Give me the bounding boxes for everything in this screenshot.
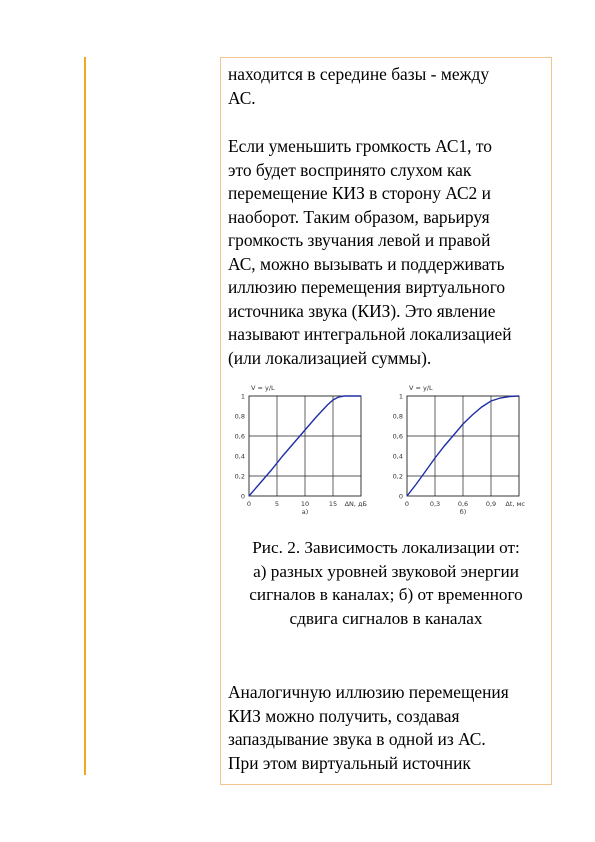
x-tick-label: 0,9: [485, 500, 497, 508]
y-tick-label: 0,4: [234, 452, 245, 461]
text-box: [220, 57, 552, 785]
x-tick-label: 10: [300, 500, 310, 508]
y-tick-label: 0,8: [234, 412, 245, 421]
text-line: а) разных уровней звуковой энергии: [253, 561, 519, 581]
text-line: АС, можно вызывать и поддерживать: [228, 253, 505, 274]
text-line: Если уменьшить громкость АС1, то: [228, 136, 492, 156]
text-line: наоборот. Таким образом, варьируя: [228, 206, 490, 227]
text-line: это будет воспринято слухом как: [228, 159, 472, 180]
y-tick-label: 0: [240, 492, 245, 501]
y-tick-label: 0,2: [234, 472, 245, 481]
figure: [221, 378, 552, 528]
x-tick-label: 0,6: [457, 500, 469, 508]
text-line: называют интегральной локализацией: [228, 324, 512, 344]
text-line: сигналов в каналах; б) от временного: [249, 585, 523, 604]
y-tick-label: 0,2: [392, 472, 403, 481]
text-line: запаздывание звука в одной из АС.: [228, 729, 486, 749]
paragraph-2: [228, 135, 547, 370]
left-margin-rule: [84, 57, 86, 775]
y-tick-label: 1: [240, 392, 245, 401]
figure-caption: [221, 536, 551, 630]
text-line: сдвига сигналов в каналах: [289, 608, 483, 628]
text-line: громкость звучания левой и правой: [228, 230, 491, 250]
paragraph-1: [228, 63, 547, 110]
chart-sublabel: а): [301, 508, 309, 516]
y-axis-label: V = y/L: [409, 384, 433, 392]
text-line: При этом виртуальный источник: [228, 752, 471, 773]
x-tick-label: 5: [274, 500, 280, 508]
y-tick-label: 0,8: [392, 412, 403, 421]
text-line: находится в середине базы - между: [228, 64, 490, 84]
y-tick-label: 0,4: [392, 452, 403, 461]
x-tick-label: 0: [404, 500, 410, 508]
text-line: иллюзию перемещения виртуального: [228, 277, 506, 297]
text-line: АС.: [228, 87, 256, 108]
x-tick-label: 15: [328, 500, 338, 508]
y-tick-label: 0,6: [392, 432, 403, 441]
text-line: источника звука (КИЗ). Это явление: [228, 300, 496, 321]
chart-sublabel: б): [459, 508, 467, 516]
text-line: КИЗ можно получить, создавая: [228, 705, 460, 726]
chart-a: [223, 378, 383, 528]
y-tick-label: 1: [398, 392, 403, 401]
y-tick-label: 0: [398, 492, 403, 501]
x-axis-label: ΔN, дБ: [344, 500, 367, 508]
x-tick-label: 0: [246, 500, 252, 508]
paragraph-3: [228, 681, 547, 775]
text-line: (или локализацией суммы).: [228, 347, 432, 368]
x-tick-label: 0,3: [429, 500, 441, 508]
text-line: Аналогичную иллюзию перемещения: [228, 682, 509, 702]
x-axis-label: Δt, мс: [505, 500, 525, 508]
y-tick-label: 0,6: [234, 432, 245, 441]
text-line: Рис. 2. Зависимость локализации от:: [252, 538, 520, 557]
chart-b: [381, 378, 541, 528]
y-axis-label: V = y/L: [251, 384, 275, 392]
text-line: перемещение КИЗ в сторону АС2 и: [228, 183, 491, 203]
